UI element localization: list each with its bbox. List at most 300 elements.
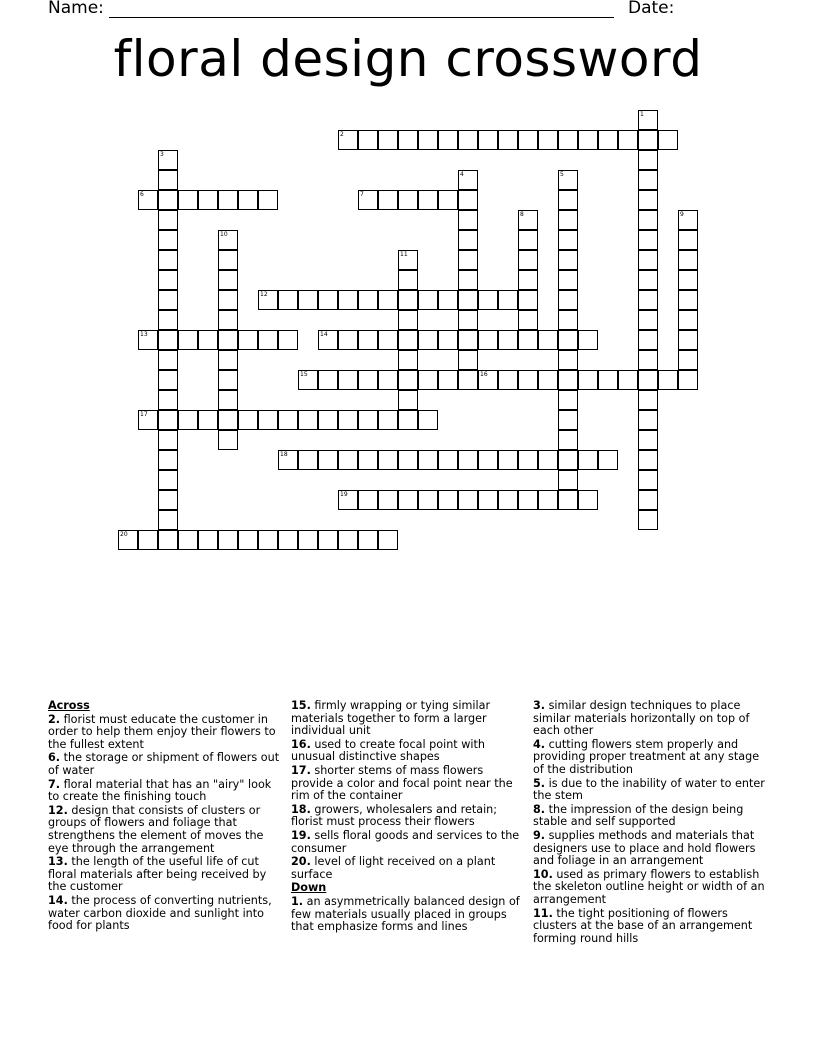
clue-text: the storage or shipment of flowers out of water	[48, 751, 280, 777]
crossword-cell[interactable]	[558, 330, 578, 350]
crossword-cell[interactable]	[438, 190, 458, 210]
crossword-cell[interactable]	[458, 330, 478, 350]
crossword-cell[interactable]	[638, 310, 658, 330]
clue-number-label: 14.	[48, 893, 68, 907]
clue-text: cutting flowers stem properly and providing proper treatment at any stage of the distribution	[533, 737, 760, 776]
crossword-cell[interactable]	[278, 410, 298, 430]
crossword-cell[interactable]	[558, 210, 578, 230]
crossword-cell[interactable]	[458, 250, 478, 270]
crossword-cell[interactable]	[218, 230, 238, 250]
clue-number: 13	[140, 331, 148, 338]
clues-column-3	[533, 700, 769, 946]
crossword-cell[interactable]	[278, 290, 298, 310]
crossword-cell[interactable]	[158, 190, 178, 210]
crossword-cell[interactable]	[538, 330, 558, 350]
crossword-cell[interactable]	[558, 450, 578, 470]
crossword-cell[interactable]	[498, 290, 518, 310]
crossword-cell[interactable]	[578, 330, 598, 350]
crossword-cell[interactable]	[418, 410, 438, 430]
crossword-cell[interactable]	[158, 490, 178, 510]
crossword-cell[interactable]	[338, 330, 358, 350]
crossword-cell[interactable]	[318, 330, 338, 350]
clue-number-label: 6.	[48, 751, 61, 765]
clue-text: used as primary flowers to establish the skeleton outline height or width of an arrangement	[533, 867, 765, 906]
clue-item	[291, 700, 527, 738]
crossword-cell[interactable]	[518, 310, 538, 330]
crossword-cell[interactable]	[518, 370, 538, 390]
crossword-cell[interactable]	[158, 390, 178, 410]
crossword-cell[interactable]	[358, 290, 378, 310]
clue-text: similar design techniques to place similar materials horizontally on top of each other	[533, 699, 750, 738]
clue-number-label: 17.	[291, 763, 311, 777]
crossword-cell[interactable]	[678, 350, 698, 370]
crossword-cell[interactable]	[458, 130, 478, 150]
crossword-cell[interactable]	[638, 450, 658, 470]
crossword-cell[interactable]	[318, 370, 338, 390]
crossword-cell[interactable]	[638, 230, 658, 250]
crossword-cell[interactable]	[298, 290, 318, 310]
crossword-cell[interactable]	[598, 370, 618, 390]
crossword-cell[interactable]	[618, 130, 638, 150]
clue-item	[291, 856, 527, 881]
clue-number-label: 2.	[48, 712, 61, 726]
clue-text: an asymmetrically balanced design of few materials usually placed in groups that emphasize forms and lines	[291, 894, 520, 934]
crossword-cell[interactable]	[558, 170, 578, 190]
crossword-cell[interactable]	[338, 130, 358, 150]
crossword-cell[interactable]	[198, 530, 218, 550]
clue-text: the impression of the design being stable and self supported	[533, 802, 744, 829]
crossword-cell[interactable]	[258, 530, 278, 550]
crossword-cell[interactable]	[458, 310, 478, 330]
crossword-cell[interactable]	[378, 490, 398, 510]
crossword-cell[interactable]	[558, 270, 578, 290]
crossword-cell[interactable]	[338, 290, 358, 310]
crossword-cell[interactable]	[298, 370, 318, 390]
crossword-cell[interactable]	[478, 370, 498, 390]
crossword-cell[interactable]	[558, 390, 578, 410]
crossword-cell[interactable]	[558, 490, 578, 510]
crossword-cell[interactable]	[578, 370, 598, 390]
crossword-cell[interactable]	[298, 530, 318, 550]
crossword-cell[interactable]	[338, 410, 358, 430]
clue-number-label: 12.	[48, 803, 68, 817]
crossword-cell[interactable]	[518, 330, 538, 350]
crossword-cell[interactable]	[318, 410, 338, 430]
crossword-cell[interactable]	[218, 370, 238, 390]
crossword-cell[interactable]	[498, 130, 518, 150]
clue-number: 20	[120, 531, 128, 538]
crossword-cell[interactable]	[578, 450, 598, 470]
crossword-cell[interactable]	[158, 250, 178, 270]
crossword-cell[interactable]	[458, 450, 478, 470]
crossword-cell[interactable]	[158, 450, 178, 470]
crossword-cell[interactable]	[158, 430, 178, 450]
crossword-cell[interactable]	[318, 450, 338, 470]
crossword-cell[interactable]	[398, 450, 418, 470]
clue-number-label: 7.	[48, 777, 61, 791]
crossword-cell[interactable]	[218, 390, 238, 410]
clue-number-label: 18.	[291, 802, 311, 816]
crossword-cell[interactable]	[498, 330, 518, 350]
crossword-cell[interactable]	[678, 290, 698, 310]
crossword-cell[interactable]	[218, 250, 238, 270]
crossword-cell[interactable]	[558, 290, 578, 310]
crossword-cell[interactable]	[398, 190, 418, 210]
clue-number: 19	[340, 491, 348, 498]
crossword-cell[interactable]	[558, 250, 578, 270]
crossword-cell[interactable]	[298, 410, 318, 430]
crossword-cell[interactable]	[558, 190, 578, 210]
crossword-cell[interactable]	[138, 530, 158, 550]
crossword-cell[interactable]	[538, 130, 558, 150]
crossword-cell[interactable]	[458, 290, 478, 310]
crossword-cell[interactable]	[478, 490, 498, 510]
crossword-cell[interactable]	[678, 330, 698, 350]
crossword-cell[interactable]	[518, 270, 538, 290]
crossword-cell[interactable]	[338, 370, 358, 390]
crossword-cell[interactable]	[258, 410, 278, 430]
crossword-cell[interactable]	[538, 370, 558, 390]
crossword-cell[interactable]	[638, 150, 658, 170]
clue-item	[291, 765, 527, 803]
clue-number: 18	[280, 451, 288, 458]
clue-item	[533, 804, 769, 829]
clue-number: 16	[480, 371, 488, 378]
crossword-cell[interactable]	[638, 290, 658, 310]
crossword-cell[interactable]	[398, 410, 418, 430]
crossword-cell[interactable]	[458, 170, 478, 190]
crossword-cell[interactable]	[558, 230, 578, 250]
clue-number-label: 8.	[533, 802, 546, 816]
crossword-cell[interactable]	[398, 130, 418, 150]
clue-text: the tight positioning of flowers clusters at the base of an arrangement forming round hills	[533, 906, 753, 945]
crossword-cell[interactable]	[158, 530, 178, 550]
crossword-cell[interactable]	[558, 350, 578, 370]
crossword-cell[interactable]	[238, 190, 258, 210]
crossword-cell[interactable]	[158, 330, 178, 350]
crossword-cell[interactable]	[558, 130, 578, 150]
crossword-cell[interactable]	[458, 230, 478, 250]
clue-item	[291, 896, 527, 934]
crossword-cell[interactable]	[478, 450, 498, 470]
clue-number: 7	[360, 191, 364, 198]
crossword-cell[interactable]	[638, 250, 658, 270]
crossword-cell[interactable]	[538, 490, 558, 510]
crossword-cell[interactable]	[298, 450, 318, 470]
crossword-cell[interactable]	[478, 290, 498, 310]
crossword-cell[interactable]	[458, 270, 478, 290]
crossword-cell[interactable]	[638, 390, 658, 410]
down-header: Down	[291, 881, 327, 895]
crossword-cell[interactable]	[238, 330, 258, 350]
crossword-cell[interactable]	[498, 490, 518, 510]
crossword-cell[interactable]	[158, 410, 178, 430]
clue-number: 12	[260, 291, 268, 298]
clue-item	[291, 830, 527, 855]
clue-number-label: 15.	[291, 699, 311, 712]
crossword-cell[interactable]	[398, 350, 418, 370]
crossword-cell[interactable]	[358, 450, 378, 470]
clue-number-label: 1.	[291, 894, 304, 908]
crossword-cell[interactable]	[458, 210, 478, 230]
crossword-cell[interactable]	[678, 370, 698, 390]
crossword-cell[interactable]	[258, 190, 278, 210]
crossword-cell[interactable]	[598, 130, 618, 150]
crossword-cell[interactable]	[638, 510, 658, 530]
clue-item	[291, 739, 527, 764]
crossword-cell[interactable]	[238, 530, 258, 550]
crossword-cell[interactable]	[638, 410, 658, 430]
crossword-cell[interactable]	[378, 130, 398, 150]
crossword-cell[interactable]	[498, 370, 518, 390]
crossword-cell[interactable]	[238, 410, 258, 430]
crossword-cell[interactable]	[518, 130, 538, 150]
crossword-cell[interactable]	[638, 470, 658, 490]
crossword-cell[interactable]	[218, 270, 238, 290]
clue-text: sells floral goods and services to the consumer	[291, 828, 520, 855]
crossword-cell[interactable]	[678, 250, 698, 270]
crossword-cell[interactable]	[218, 190, 238, 210]
crossword-cell[interactable]	[398, 250, 418, 270]
crossword-cell[interactable]	[458, 190, 478, 210]
crossword-cell[interactable]	[638, 330, 658, 350]
crossword-cell[interactable]	[638, 370, 658, 390]
clue-number: 11	[400, 251, 408, 258]
crossword-cell[interactable]	[678, 210, 698, 230]
crossword-cell[interactable]	[598, 450, 618, 470]
crossword-cell[interactable]	[158, 270, 178, 290]
crossword-cell[interactable]	[218, 330, 238, 350]
crossword-cell[interactable]	[378, 190, 398, 210]
crossword-cell[interactable]	[538, 450, 558, 470]
crossword-cell[interactable]	[198, 410, 218, 430]
crossword-cell[interactable]	[478, 130, 498, 150]
clue-text: supplies methods and materials that designers use to place and hold flowers and foliage in an arrangement	[533, 828, 756, 868]
crossword-cell[interactable]	[138, 410, 158, 430]
crossword-cell[interactable]	[218, 530, 238, 550]
crossword-cell[interactable]	[218, 290, 238, 310]
clue-number-label: 10.	[533, 867, 553, 881]
crossword-cell[interactable]	[338, 490, 358, 510]
clue-number: 2	[340, 131, 344, 138]
crossword-cell[interactable]	[618, 370, 638, 390]
crossword-cell[interactable]	[218, 310, 238, 330]
crossword-cell[interactable]	[398, 310, 418, 330]
crossword-cell[interactable]	[138, 190, 158, 210]
crossword-cell[interactable]	[258, 290, 278, 310]
crossword-cell[interactable]	[398, 270, 418, 290]
crossword-cell[interactable]	[138, 330, 158, 350]
crossword-cell[interactable]	[398, 390, 418, 410]
crossword-cell[interactable]	[438, 370, 458, 390]
clue-item	[533, 869, 769, 907]
clue-number: 1	[640, 111, 644, 118]
clue-item	[533, 908, 769, 946]
crossword-cell[interactable]	[378, 530, 398, 550]
crossword-cell[interactable]	[398, 370, 418, 390]
crossword-cell[interactable]	[278, 330, 298, 350]
crossword-cell[interactable]	[498, 450, 518, 470]
clue-text: level of light received on a plant surface	[291, 855, 496, 881]
clue-item	[533, 830, 769, 868]
clue-text: used to create focal point with unusual distinctive shapes	[291, 737, 485, 764]
crossword-cell[interactable]	[198, 190, 218, 210]
crossword-cell[interactable]	[218, 410, 238, 430]
clue-number: 5	[560, 171, 564, 178]
crossword-cell[interactable]	[158, 350, 178, 370]
crossword-cell[interactable]	[178, 190, 198, 210]
crossword-cell[interactable]	[558, 410, 578, 430]
crossword-cell[interactable]	[358, 190, 378, 210]
crossword-cell[interactable]	[518, 210, 538, 230]
clue-number-label: 4.	[533, 737, 546, 751]
crossword-cell[interactable]	[178, 530, 198, 550]
clue-text: design that consists of clusters or groups of flowers and foliage that strengthens the element of moves the eye through the arrangement	[48, 803, 264, 855]
crossword-cell[interactable]	[258, 330, 278, 350]
crossword-cell[interactable]	[638, 170, 658, 190]
crossword-cell[interactable]	[458, 350, 478, 370]
clue-number-label: 13.	[48, 855, 68, 869]
clue-number-label: 19.	[291, 828, 311, 842]
clue-text: floral material that has an "airy" look to create the finishing touch	[48, 777, 272, 804]
crossword-cell[interactable]	[678, 270, 698, 290]
crossword-cell[interactable]	[398, 490, 418, 510]
crossword-cell[interactable]	[638, 430, 658, 450]
crossword-cell[interactable]	[418, 290, 438, 310]
crossword-cell[interactable]	[578, 130, 598, 150]
clue-item	[533, 700, 769, 738]
page-title: floral design crossword	[113, 30, 703, 88]
clue-text: growers, wholesalers and retain; florist must process their flowers	[291, 802, 498, 829]
crossword-cell[interactable]	[358, 130, 378, 150]
clue-number: 15	[300, 371, 308, 378]
crossword-cell[interactable]	[658, 130, 678, 150]
crossword-cell[interactable]	[178, 330, 198, 350]
crossword-cell[interactable]	[418, 450, 438, 470]
crossword-cell[interactable]	[638, 130, 658, 150]
crossword-cell[interactable]	[418, 190, 438, 210]
crossword-cell[interactable]	[338, 530, 358, 550]
crossword-cell[interactable]	[358, 530, 378, 550]
crossword-cell[interactable]	[478, 330, 498, 350]
crossword-cell[interactable]	[358, 370, 378, 390]
crossword-cell[interactable]	[438, 290, 458, 310]
crossword-cell[interactable]	[418, 330, 438, 350]
clues-column-1	[48, 700, 284, 934]
crossword-cell[interactable]	[278, 530, 298, 550]
crossword-cell[interactable]	[158, 150, 178, 170]
clue-item	[533, 778, 769, 803]
crossword-cell[interactable]	[638, 190, 658, 210]
clue-text: the length of the useful life of cut floral materials after being received by the customer	[48, 855, 267, 894]
crossword-cell[interactable]	[518, 250, 538, 270]
crossword-cell[interactable]	[678, 230, 698, 250]
clue-number-label: 11.	[533, 906, 553, 920]
crossword-cell[interactable]	[518, 490, 538, 510]
crossword-cell[interactable]	[198, 330, 218, 350]
crossword-cell[interactable]	[178, 410, 198, 430]
crossword-cell[interactable]	[418, 370, 438, 390]
crossword-cell[interactable]	[458, 370, 478, 390]
crossword-cell[interactable]	[638, 110, 658, 130]
crossword-cell[interactable]	[658, 370, 678, 390]
crossword-cell[interactable]	[158, 290, 178, 310]
crossword-cell[interactable]	[378, 290, 398, 310]
crossword-cell[interactable]	[638, 350, 658, 370]
crossword-cell[interactable]	[398, 290, 418, 310]
clue-number: 9	[680, 211, 684, 218]
clue-item	[48, 779, 284, 804]
crossword-cell[interactable]	[438, 130, 458, 150]
crossword-cell[interactable]	[438, 450, 458, 470]
crossword-cell[interactable]	[558, 430, 578, 450]
crossword-cell[interactable]	[638, 270, 658, 290]
clue-number-label: 16.	[291, 737, 311, 751]
crossword-cell[interactable]	[218, 350, 238, 370]
crossword-cell[interactable]	[438, 330, 458, 350]
crossword-cell[interactable]	[358, 410, 378, 430]
crossword-cell[interactable]	[158, 470, 178, 490]
clue-item	[533, 739, 769, 777]
clue-text: shorter stems of mass flowers provide a color and focal point near the rim of the container	[291, 763, 513, 803]
clue-number: 10	[220, 231, 228, 238]
clue-item	[48, 856, 284, 894]
crossword-cell[interactable]	[378, 370, 398, 390]
crossword-cell[interactable]	[278, 450, 298, 470]
clue-number: 17	[140, 411, 148, 418]
crossword-cell[interactable]	[318, 290, 338, 310]
crossword-cell[interactable]	[378, 450, 398, 470]
crossword-cell[interactable]	[558, 470, 578, 490]
crossword-cell[interactable]	[518, 230, 538, 250]
crossword-cell[interactable]	[418, 130, 438, 150]
crossword-cell[interactable]	[378, 330, 398, 350]
crossword-cell[interactable]	[638, 490, 658, 510]
crossword-cell[interactable]	[318, 530, 338, 550]
clue-text: the process of converting nutrients, water carbon dioxide and sunlight into food for plants	[48, 893, 272, 933]
crossword-cell[interactable]	[678, 310, 698, 330]
clue-text: is due to the inability of water to enter the stem	[533, 776, 765, 803]
crossword-cell[interactable]	[338, 450, 358, 470]
crossword-cell[interactable]	[158, 310, 178, 330]
clue-number-label: 20.	[291, 855, 311, 869]
crossword-cell[interactable]	[578, 490, 598, 510]
crossword-cell[interactable]	[158, 370, 178, 390]
crossword-cell[interactable]	[438, 490, 458, 510]
crossword-cell[interactable]	[118, 530, 138, 550]
crossword-cell[interactable]	[158, 170, 178, 190]
clue-number: 14	[320, 331, 328, 338]
crossword-cell[interactable]	[518, 290, 538, 310]
clue-number: 8	[520, 211, 524, 218]
crossword-cell[interactable]	[358, 330, 378, 350]
clue-item	[291, 804, 527, 829]
crossword-cell[interactable]	[158, 210, 178, 230]
crossword-cell[interactable]	[458, 490, 478, 510]
crossword-cell[interactable]	[358, 490, 378, 510]
crossword-cell[interactable]	[378, 410, 398, 430]
crossword-cell[interactable]	[558, 310, 578, 330]
crossword-cell[interactable]	[398, 330, 418, 350]
crossword-cell[interactable]	[638, 210, 658, 230]
crossword-cell[interactable]	[558, 370, 578, 390]
crossword-cell[interactable]	[418, 490, 438, 510]
clue-number: 3	[160, 151, 164, 158]
crossword-cell[interactable]	[518, 450, 538, 470]
crossword-cell[interactable]	[218, 430, 238, 450]
crossword-cell[interactable]	[158, 510, 178, 530]
crossword-cell[interactable]	[158, 230, 178, 250]
